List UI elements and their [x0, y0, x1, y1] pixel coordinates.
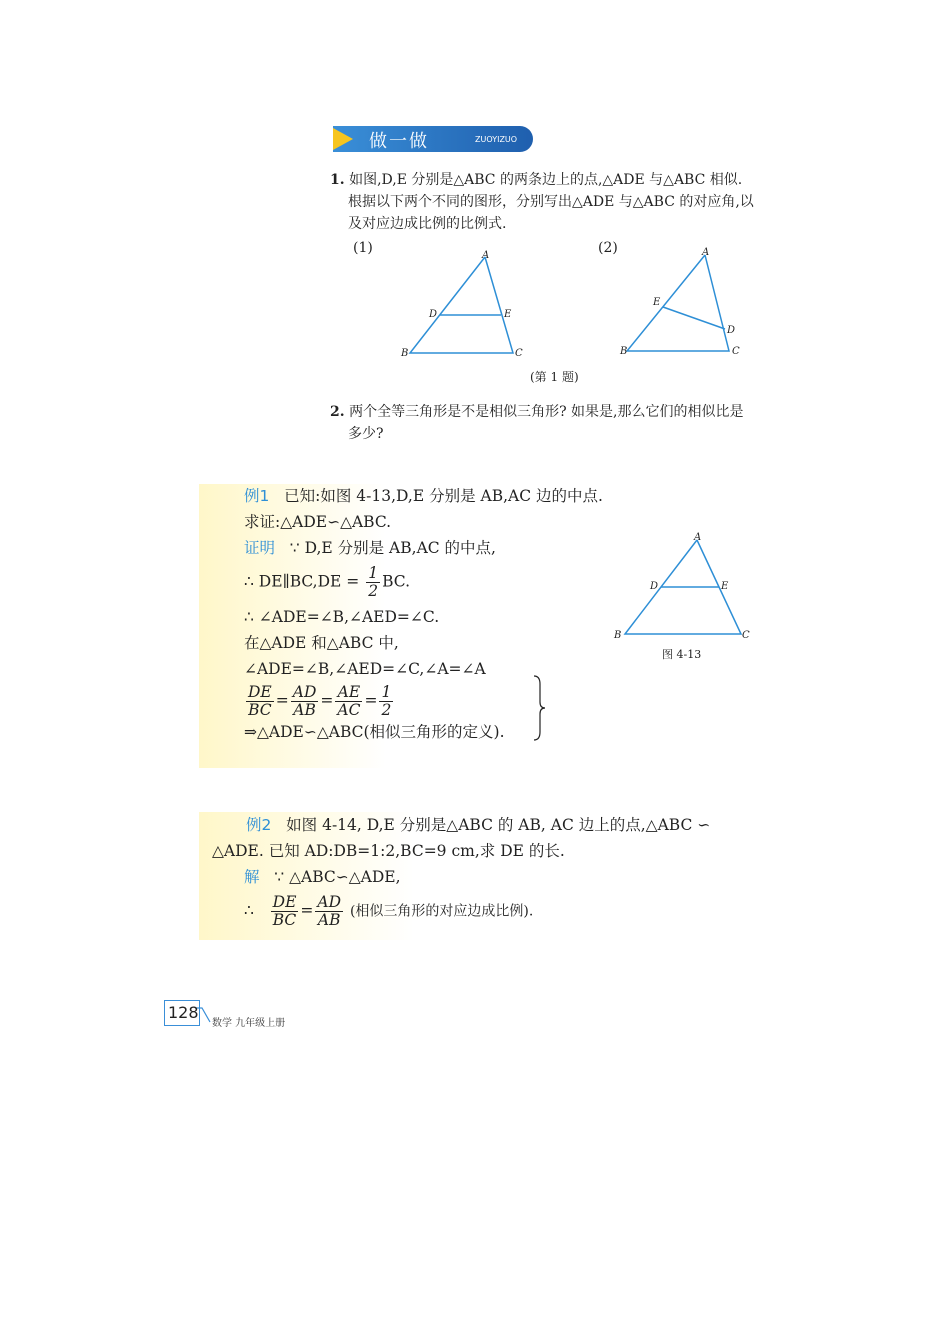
figure-2-label: (2)	[598, 240, 618, 256]
triangle-abc	[627, 255, 729, 351]
segment-de	[663, 307, 725, 329]
fraction-de-bc	[246, 684, 274, 719]
fraction-ad-ab	[315, 894, 343, 929]
proof-line-4: 在△ADE 和△ABC 中,	[244, 634, 399, 652]
fraction-numerator: AD	[317, 893, 342, 911]
page-number: 128	[168, 1003, 199, 1022]
fraction-numerator: AD	[292, 683, 317, 701]
exercise-1-number: 1.	[330, 172, 345, 188]
fraction-numerator: AE	[335, 684, 362, 702]
fraction-ae-ac	[335, 684, 362, 719]
figure-4-13	[605, 528, 755, 648]
point-b-label: B	[620, 346, 628, 357]
exercise-1	[330, 169, 780, 235]
fraction-denominator: AB	[317, 911, 341, 929]
exercise-1-figure-2	[615, 243, 750, 363]
fraction-denominator: AC	[337, 701, 361, 719]
proof-line-3: ∴ ∠ADE=∠B,∠AED=∠C.	[244, 608, 440, 626]
example-1-label: 例1	[244, 487, 270, 505]
fraction-one-half	[379, 684, 393, 719]
point-b-label: B	[401, 348, 409, 359]
point-e-label: E	[721, 581, 729, 592]
solution-line-1: ∵ △ABC∽△ADE,	[274, 868, 401, 886]
exercise-1-figure-1	[395, 245, 530, 365]
point-c-label: C	[732, 346, 740, 357]
fraction-ad-ab	[291, 684, 319, 719]
fraction-denominator: BC	[248, 701, 272, 719]
exercise-2	[330, 401, 780, 445]
point-d-label: D	[650, 581, 659, 592]
equals-sign: =	[300, 901, 314, 920]
exercise-2-number: 2.	[330, 404, 345, 420]
example-2-line1: 如图 4-14, D,E 分别是△ABC 的 AB, AC 边上的点,△ABC ∽	[286, 816, 711, 834]
point-e-label: E	[653, 297, 661, 308]
point-b-label: B	[614, 630, 622, 641]
fraction-one-half	[366, 565, 380, 600]
proof-line-5: ∠ADE=∠B,∠AED=∠C,∠A=∠A	[244, 660, 486, 678]
example-1-prove: 求证:△ADE∽△ABC.	[244, 513, 392, 531]
fraction-denominator: BC	[272, 911, 297, 929]
equals-sign: =	[364, 691, 378, 710]
triangle-abc	[410, 257, 513, 353]
fraction-numerator: 1	[381, 683, 392, 701]
example-1	[244, 483, 664, 745]
solution-label: 解	[244, 868, 260, 886]
book-title: 数学 九年级上册	[212, 1018, 286, 1029]
figure-caption-exercise-1: (第 1 题)	[530, 370, 579, 384]
exercise-2-line1: 两个全等三角形是不是相似三角形? 如果是,那么它们的相似比是	[349, 404, 744, 420]
fraction-denominator: 2	[368, 582, 379, 600]
proof-ratio-line	[244, 684, 664, 719]
example-2-line2: △ADE. 已知 AD:DB=1:2,BC=9 cm,求 DE 的长.	[212, 842, 565, 860]
equals-sign: =	[320, 691, 334, 710]
solution-ratio-line	[212, 894, 782, 929]
example-2-label: 例2	[246, 816, 272, 834]
fraction-de-bc	[271, 894, 299, 929]
example-2	[212, 812, 782, 929]
fraction-numerator: DE	[272, 893, 297, 911]
exercise-2-line2: 多少?	[348, 426, 384, 442]
point-a-label: A	[694, 532, 702, 543]
proof-conclusion: ⇒△ADE∽△ABC(相似三角形的定义).	[244, 723, 505, 741]
proof-line-2-tail: BC.	[382, 572, 410, 591]
point-c-label: C	[515, 348, 523, 359]
banner-subtitle: ZUOYIZUO	[475, 135, 518, 144]
solution-reason: (相似三角形的对应边成比例).	[349, 903, 534, 920]
point-a-label: A	[482, 250, 490, 261]
point-c-label: C	[742, 630, 750, 641]
banner-title: 做一做	[369, 131, 429, 152]
fraction-numerator: DE	[248, 683, 272, 701]
exercise-1-line1: 如图,D,E 分别是△ABC 的两条边上的点,△ADE 与△ABC 相似.	[349, 172, 743, 188]
section-banner	[333, 126, 533, 152]
figure-1-label: (1)	[353, 240, 373, 256]
figure-4-13-caption: 图 4-13	[662, 648, 702, 661]
play-arrow-icon	[333, 128, 353, 150]
exercise-1-line2: 根据以下两个不同的图形，分别写出△ADE 与△ABC 的对应角,以	[348, 194, 754, 210]
exercise-1-line3: 及对应边成比例的比例式.	[348, 216, 507, 232]
proof-line-2: ∴ DE∥BC,DE =	[244, 572, 360, 591]
fraction-denominator: AB	[293, 701, 316, 719]
equals-sign: =	[275, 691, 289, 710]
proof-line-1: ∵ D,E 分别是 AB,AC 的中点,	[289, 539, 496, 557]
point-e-label: E	[504, 309, 512, 320]
point-a-label: A	[702, 247, 710, 258]
right-brace-icon	[532, 674, 546, 742]
fraction-denominator: 2	[381, 701, 392, 719]
proof-label: 证明	[244, 539, 276, 557]
point-d-label: D	[429, 309, 438, 320]
therefore-symbol: ∴	[244, 901, 254, 920]
example-1-given: 已知:如图 4-13,D,E 分别是 AB,AC 边的中点.	[284, 487, 603, 505]
fraction-numerator: 1	[368, 564, 379, 582]
point-d-label: D	[727, 325, 736, 336]
